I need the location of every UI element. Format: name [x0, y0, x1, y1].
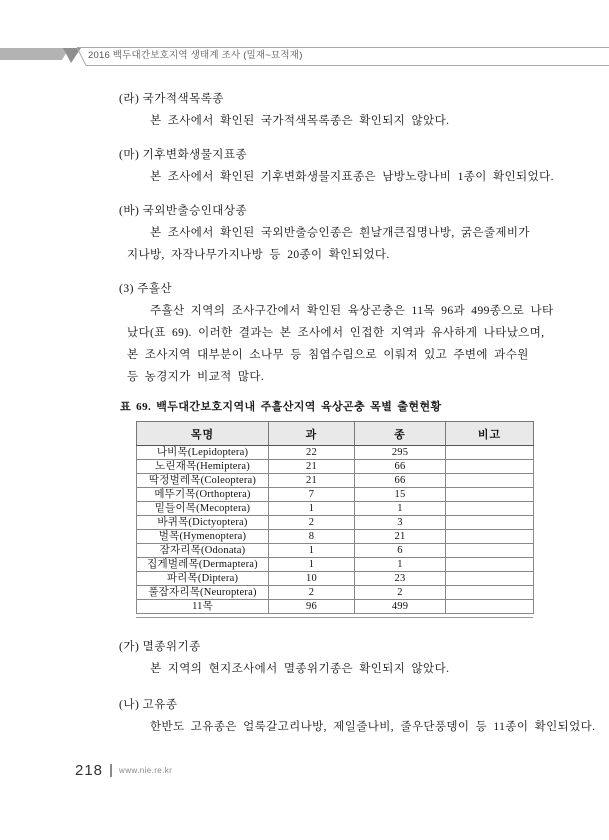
table-row: [137, 544, 534, 558]
table-cell: 1: [269, 544, 355, 558]
section: [119, 694, 596, 738]
insect-order-table: [136, 421, 534, 614]
table-cell: 2: [355, 586, 446, 600]
header-title: 2016 백두대간보호지역 생태계 조사 (밀재~묘적재): [88, 50, 303, 61]
table-cell: [446, 488, 534, 502]
table-cell: 8: [269, 530, 355, 544]
table-row: [137, 502, 534, 516]
table-cell: 벌목(Hymenoptera): [137, 530, 269, 544]
table-cell: [446, 474, 534, 488]
section-heading: (가) 멸종위기종: [119, 641, 201, 653]
table-row: [137, 586, 534, 600]
table-cell: 66: [355, 460, 446, 474]
table-cell: 2: [269, 516, 355, 530]
table-cell: 바퀴목(Dictyoptera): [137, 516, 269, 530]
sections-bottom: [119, 636, 596, 738]
table-cell: 파리목(Diptera): [137, 572, 269, 586]
table-cell: 21: [269, 474, 355, 488]
table-cell: 딱정벌레목(Coleoptera): [137, 474, 269, 488]
table-cell: [446, 586, 534, 600]
section-heading: (라) 국가적색목록종: [119, 93, 224, 105]
sections-top: [119, 88, 554, 388]
table-cell: [446, 516, 534, 530]
table-cell: 1: [269, 558, 355, 572]
footer-divider: [110, 764, 112, 777]
table-cell: 1: [269, 502, 355, 516]
table-total-row: [137, 600, 534, 614]
table-cell: 노린재목(Hemiptera): [137, 460, 269, 474]
body-text-line: 본 조사에서 확인된 국가적색목록종은 확인되지 않았다.: [150, 115, 450, 127]
section: [119, 278, 554, 388]
table-cell: 499: [355, 600, 446, 614]
table-cell: 풀잠자리목(Neuroptera): [137, 586, 269, 600]
footer-website: www.nie.re.kr: [119, 765, 173, 775]
body-text-line: 났다(표 69). 이러한 결과는 본 조사에서 인접한 지역과 유사하게 나타났으며,: [127, 327, 545, 339]
table-cell: 2: [269, 586, 355, 600]
table-cell: 3: [355, 516, 446, 530]
column-header: 과: [269, 422, 355, 446]
body-text-line: 본 조사에서 확인된 기후변화생물지표종은 남방노랑나비 1종이 확인되었다.: [150, 171, 554, 183]
table-cell: 메뚜기목(Orthoptera): [137, 488, 269, 502]
table-cell: 밑들이목(Mecoptera): [137, 502, 269, 516]
section: [119, 88, 549, 132]
table-cell: [446, 446, 534, 460]
page-number: 218: [75, 761, 104, 779]
table-row: [137, 460, 534, 474]
table-cell: 21: [269, 460, 355, 474]
section: [119, 636, 549, 680]
table-row: [137, 446, 534, 460]
table-cell: 22: [269, 446, 355, 460]
table-cell: [446, 530, 534, 544]
body-text-line: 등 농경지가 비교적 많다.: [127, 371, 265, 383]
column-header: 비고: [446, 422, 534, 446]
table-row: [137, 572, 534, 586]
table-cell: 10: [269, 572, 355, 586]
table-cell: 11목: [137, 600, 269, 614]
table-cell: 295: [355, 446, 446, 460]
table-bottom-rule: [136, 617, 533, 618]
table-cell: 96: [269, 600, 355, 614]
table-row: [137, 474, 534, 488]
table-body: [137, 446, 534, 614]
table-header-row: [137, 422, 534, 446]
table-cell: 21: [355, 530, 446, 544]
table-cell: 7: [269, 488, 355, 502]
column-header: 목명: [137, 422, 269, 446]
table-cell: 23: [355, 572, 446, 586]
table-cell: [446, 558, 534, 572]
table-cell: 6: [355, 544, 446, 558]
content-area: [119, 88, 596, 752]
table-cell: [446, 502, 534, 516]
section-heading: (3) 주흘산: [119, 283, 173, 295]
section-heading: (마) 기후변화생물지표종: [119, 149, 248, 161]
table-cell: [446, 544, 534, 558]
table-row: [137, 488, 534, 502]
body-text-line: 본 조사지역 대부분이 소나무 등 침엽수림으로 이뤄져 있고 주변에 과수원: [127, 349, 529, 361]
table-cell: 66: [355, 474, 446, 488]
body-text-line: 본 조사에서 확인된 국외반출승인종은 흰날개큰집명나방, 굵은줄제비가: [150, 227, 530, 239]
table-cell: 1: [355, 558, 446, 572]
section: [119, 144, 554, 188]
table-cell: [446, 460, 534, 474]
table-cell: 잠자리목(Odonata): [137, 544, 269, 558]
section: [119, 200, 549, 266]
table-row: [137, 530, 534, 544]
table-caption: 표 69. 백두대간보호지역내 주흘산지역 육상곤충 목별 출현현황: [120, 401, 442, 413]
table-row: [137, 558, 534, 572]
section-heading: (나) 고유종: [119, 699, 178, 711]
table-cell: 1: [355, 502, 446, 516]
section-heading: (바) 국외반출승인대상종: [119, 205, 248, 217]
table-cell: 나비목(Lepidoptera): [137, 446, 269, 460]
page-footer: [75, 762, 172, 778]
column-header: 종: [355, 422, 446, 446]
table-cell: [446, 600, 534, 614]
table-row: [137, 516, 534, 530]
table-cell: 15: [355, 488, 446, 502]
body-text-line: 주흘산 지역의 조사구간에서 확인된 육상곤충은 11목 96과 499종으로 나타: [150, 305, 554, 317]
table-cell: [446, 572, 534, 586]
body-text-line: 본 지역의 현지조사에서 멸종위기종은 확인되지 않았다.: [150, 663, 450, 675]
page-header: [0, 40, 609, 70]
body-text-line: 지나방, 자작나무가지나방 등 20종이 확인되었다.: [127, 249, 390, 261]
body-text-line: 한반도 고유종은 얼룩갈고리나방, 제일줄나비, 줄우단풍뎅이 등 11종이 확인되었다.: [150, 721, 596, 733]
table-figure: [119, 400, 549, 618]
table-cell: 집게벌레목(Dermaptera): [137, 558, 269, 572]
